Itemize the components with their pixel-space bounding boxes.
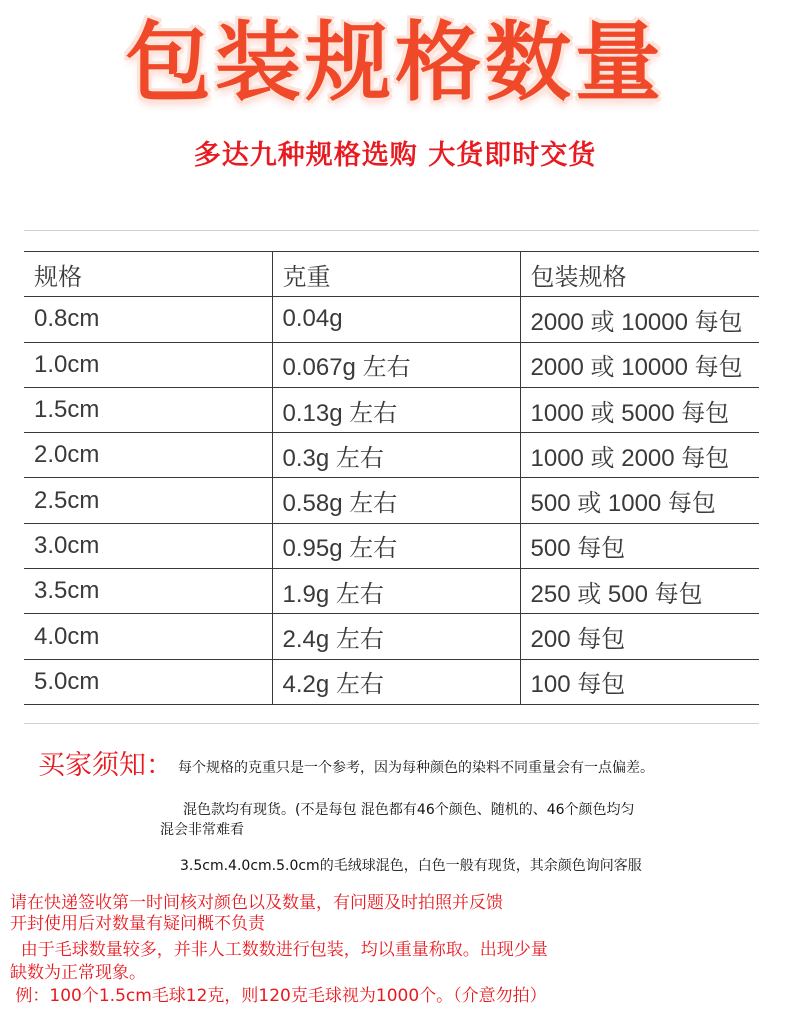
page-subtitle: 多达九种规格选购 大货即时交货 [193, 140, 597, 171]
table-row [24, 478, 759, 523]
cell-weight: 0.3g 左右 [272, 433, 520, 478]
spec-table-container [24, 230, 759, 724]
cell-weight: 0.13g 左右 [272, 387, 520, 432]
cell-package: 1000 或 5000 每包 [520, 387, 759, 432]
cell-size: 0.8cm [24, 297, 272, 342]
table-row [24, 569, 759, 614]
mix-color-note-line-2: 混会非常难看 [160, 822, 244, 838]
mix-color-note-line-1: 混色款均有现货。(不是每包 混色都有46个颜色、随机的、46个颜色均匀 [183, 802, 635, 818]
cell-size: 4.0cm [24, 614, 272, 659]
table-row [24, 342, 759, 387]
table-row [24, 433, 759, 478]
cell-size: 3.0cm [24, 523, 272, 568]
cell-weight: 1.9g 左右 [272, 569, 520, 614]
notice-text: 每个规格的克重只是一个参考，因为每种颜色的染料不同重量会有一点偏差。 [178, 760, 654, 776]
spec-table [24, 251, 759, 705]
warning-line: 由于毛球数量较多，并非人工数数进行包装，均以重量称取。出现少量 [10, 940, 548, 960]
warning-line: 请在快递签收第一时间核对颜色以及数量，有问题及时拍照并反馈 [10, 893, 503, 913]
cell-weight: 2.4g 左右 [272, 614, 520, 659]
cell-size: 3.5cm [24, 569, 272, 614]
cell-package: 250 或 500 每包 [520, 569, 759, 614]
warning-block [10, 892, 785, 1008]
header-package: 包装规格 [520, 252, 759, 297]
cell-size: 2.5cm [24, 478, 272, 523]
table-header-row [24, 252, 759, 297]
cell-size: 1.0cm [24, 342, 272, 387]
table-row [24, 659, 759, 704]
cell-package: 1000 或 2000 每包 [520, 433, 759, 478]
cell-package: 100 每包 [520, 659, 759, 704]
cell-weight: 0.067g 左右 [272, 342, 520, 387]
color-availability-note: 3.5cm.4.0cm.5.0cm的毛绒球混色，白色一般有现货，其余颜色询问客服 [180, 858, 642, 874]
cell-size: 1.5cm [24, 387, 272, 432]
header-weight: 克重 [272, 252, 520, 297]
table-row [24, 614, 759, 659]
cell-package: 500 或 1000 每包 [520, 478, 759, 523]
cell-weight: 0.95g 左右 [272, 523, 520, 568]
notice-label: 买家须知： [38, 750, 173, 781]
cell-weight: 0.58g 左右 [272, 478, 520, 523]
warning-line: 开封使用后对数量有疑问概不负责 [10, 913, 265, 934]
table-row [24, 297, 759, 342]
table-row [24, 387, 759, 432]
warning-line: 例：100个1.5cm毛球12克，则120克毛球视为1000个。（介意勿拍） [10, 986, 547, 1006]
cell-size: 2.0cm [24, 433, 272, 478]
cell-package: 2000 或 10000 每包 [520, 297, 759, 342]
cell-weight: 4.2g 左右 [272, 659, 520, 704]
cell-package: 500 每包 [520, 523, 759, 568]
table-row [24, 523, 759, 568]
cell-weight: 0.04g [272, 297, 520, 342]
cell-package: 2000 或 10000 每包 [520, 342, 759, 387]
page-title: 包装规格数量 [125, 13, 665, 113]
cell-package: 200 每包 [520, 614, 759, 659]
warning-line: 缺数为正常现象。 [10, 962, 146, 983]
header-size: 规格 [24, 252, 272, 297]
cell-size: 5.0cm [24, 659, 272, 704]
